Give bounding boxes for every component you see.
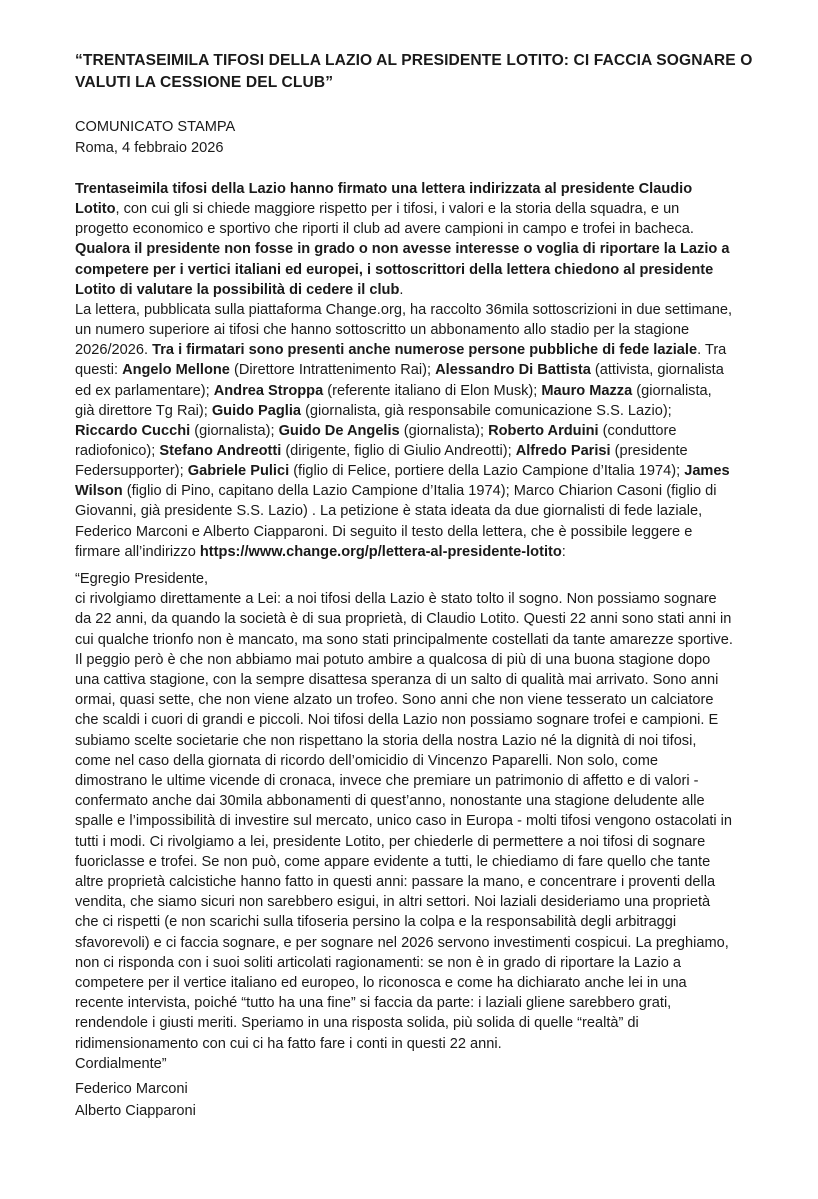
text-run: . Tra — [697, 342, 727, 359]
intro-line — [75, 522, 692, 542]
text-run: Federico Marconi e Alberto Ciapparoni. Di seguito il testo della lettera, che è possibile leggere e — [75, 523, 693, 540]
bold-text: competere per i vertici italiani ed europei, i sottoscrittori della lettera chiedono al presidente — [75, 261, 714, 278]
letter-line: che scaldi i cuori di grandi e piccoli. Noi tifosi della Lazio non possiamo sognare trofei e campioni. E — [75, 712, 719, 729]
letter-line: come nel caso della giornata di ricordo dell’omicidio di Vincenzo Paparelli. Non solo, come — [75, 752, 658, 769]
bold-text: Alfredo Parisi — [515, 442, 611, 459]
letter-line: dimostrano le ultime vicende di cronaca, invece che premiare un patrimonio di affetto e di valori - — [75, 773, 699, 789]
letter-line: subiamo scelte societarie che non rispettano la storia della nostra Lazio né la dignità di noi tifosi, — [75, 732, 697, 749]
text-run: 2026/2026. — [75, 342, 153, 359]
text-run: (giornalista, — [632, 382, 712, 399]
text-run: . — [399, 281, 404, 298]
press-release-title-line-1: “TRENTASEIMILA TIFOSI DELLA LAZIO AL PRESIDENTE LOTITO: CI FACCIA SOGNARE O — [75, 52, 753, 69]
text-run: : — [561, 543, 566, 560]
text-run: (Direttore Intrattenimento Rai); — [229, 362, 436, 379]
intro-line — [75, 199, 679, 219]
intro-line — [75, 421, 677, 441]
text-run: (attivista, giornalista — [590, 362, 724, 379]
text-run: (dirigente, figlio di Giulio Andreotti); — [281, 442, 516, 459]
press-release-label: COMUNICATO STAMPA — [75, 119, 236, 135]
text-run: questi: — [75, 362, 123, 379]
text-run: firmare all’indirizzo — [75, 543, 200, 560]
text-run: Giovanni, già presidente S.S. Lazio) . La petizione è stata ideata da due giornalisti di fede laziale, — [75, 503, 703, 520]
text-run: (presidente — [610, 442, 688, 459]
text-run: (referente italiano di Elon Musk); — [323, 382, 542, 399]
text-run: (conduttore — [598, 422, 677, 439]
text-run: (giornalista); — [190, 422, 279, 439]
text-run: un numero superiore ai tifosi che hanno sottoscritto un abbonamento allo stadio per la stagione — [75, 322, 690, 339]
text-run: , con cui gli si chiede maggiore rispetto per i tifosi, i valori e la storia della squadra, e un — [115, 201, 680, 218]
bold-text: Roberto Arduini — [488, 422, 599, 439]
text-run: (figlio di Felice, portiere della Lazio Campione d’Italia 1974); — [289, 463, 685, 480]
intro-line — [75, 300, 732, 320]
letter-line: fuoriclasse e trofei. Se non può, come appare evidente a tutti, le chiediamo di fare quello che tante — [75, 853, 711, 870]
text-run: Federsupporter); — [75, 463, 188, 480]
letter-line: recente intervista, poiché “tutto ha una fine” si faccia da parte: i laziali gliene sarebbero grati, — [75, 995, 672, 1012]
signature-1: Federico Marconi — [75, 1081, 188, 1097]
letter-line: ridimensionamento con cui ci ha fatto fare i conti in questi 22 anni. — [75, 1035, 502, 1052]
letter-line: competere per il vertice italiano ed europeo, lo riconosca e come ha dichiarato anche lei in una — [75, 975, 687, 991]
letter-line: da 22 anni, da quando la società è di sua proprietà, di Claudio Lotito. Questi 22 anni sono stati anni in — [75, 611, 732, 628]
intro-line — [75, 260, 713, 280]
letter-line: ormai, quasi sette, che non viene alzato un trofeo. Sono anni che non viene tesserato un calciatore — [75, 692, 714, 709]
bold-text: Gabriele Pulici — [187, 463, 290, 480]
letter-line: Cordialmente” — [75, 1055, 167, 1072]
letter-line: una cattiva stagione, con la sempre disattesa speranza di un salto di qualità mai arrivato. Sono anni — [75, 672, 719, 688]
intro-line — [75, 542, 566, 562]
letter-line: non ci risponda con i suoi soliti articolati ragionamenti: se non è in grado di riportare la Lazio a — [75, 954, 681, 971]
intro-line — [75, 461, 730, 481]
text-run: (giornalista, già responsabile comunicazione S.S. Lazio); — [301, 402, 672, 419]
bold-text: Alessandro Di Battista — [435, 362, 591, 379]
letter-line: ci rivolgiamo direttamente a Lei: a noi tifosi della Lazio è stato tolto il sogno. Non possiamo sognare — [75, 591, 717, 608]
letter-line: cui qualche trionfo non è mancato, ma sono stati principalmente costellati da tante amarezze sportive. — [75, 631, 733, 648]
intro-line — [75, 501, 702, 521]
press-release-title-line-2: VALUTI LA CESSIONE DEL CLUB” — [75, 74, 334, 91]
intro-line — [75, 381, 712, 401]
letter-line: sfavorevoli) e ci faccia sognare, e per sognare nel 2026 servono investimenti cospicui. La preghiamo, — [75, 934, 729, 951]
bold-text: Riccardo Cucchi — [75, 422, 191, 439]
bold-text: Stefano Andreotti — [159, 442, 282, 459]
text-run: ed ex parlamentare); — [75, 382, 214, 399]
intro-line — [75, 179, 692, 199]
intro-line — [75, 219, 694, 239]
bold-text: Qualora il presidente non fosse in grado o non avesse interesse o voglia di riportare la Lazio a — [75, 241, 730, 258]
letter-line: spalle e l’impossibilità di investire sul mercato, unico caso in Europa - molti tifosi vengono ostacolati in — [75, 813, 733, 830]
intro-line — [75, 320, 689, 340]
letter-line: tutti i modi. Ci rivolgiamo a lei, presidente Lotito, per chiederle di permettere a noi tifosi di sognare — [75, 833, 706, 850]
bold-text: James — [684, 463, 730, 480]
bold-text: Tra i firmatari sono presenti anche numerose persone pubbliche di fede laziale — [152, 342, 698, 359]
bold-text: Angelo Mellone — [122, 362, 230, 379]
text-run: La lettera, pubblicata sulla piattaforma Change.org, ha raccolto 36mila sottoscrizioni in due settimane, — [75, 301, 733, 318]
letter-line: confermato anche dai 30mila abbonamenti di quest’anno, nonostante una stagione deludente alle — [75, 793, 705, 810]
bold-text: Lotito di valutare la possibilità di cedere il club — [75, 281, 400, 298]
intro-line — [75, 239, 729, 259]
intro-line — [75, 441, 688, 461]
letter-line: altre proprietà calcistiche hanno fatto in questi anni: passare la mano, e concentrare i proventi della — [75, 874, 716, 890]
bold-text: Guido De Angelis — [278, 422, 400, 439]
place-and-date: Roma, 4 febbraio 2026 — [75, 140, 224, 156]
intro-line — [75, 401, 672, 421]
bold-text: Wilson — [75, 483, 123, 500]
letter-line: rendendole i giusti meriti. Speriamo in una risposta solida, più solida di quelle “realtà” di — [75, 1015, 639, 1032]
bold-text: Lotito — [75, 201, 116, 218]
intro-line — [75, 481, 717, 501]
text-run: progetto economico e sportivo che riporti il club ad avere campioni in campo e trofei in bacheca. — [75, 221, 694, 238]
letter-line: che ci rispetti (e non scarichi sulla tifoseria persino la colpa e la responsabilità degli arbitraggi — [75, 914, 677, 931]
text-run: radiofonico); — [75, 442, 160, 459]
intro-line — [75, 280, 403, 300]
text-run: (giornalista); — [399, 422, 489, 439]
letter-line: Il peggio però è che non abbiamo mai potuto ambire a qualcosa di più di una buona stagione dopo — [75, 651, 711, 668]
bold-text: Andrea Stroppa — [213, 382, 324, 399]
intro-line — [75, 360, 724, 380]
text-run: (figlio di Pino, capitano della Lazio Campione d’Italia 1974); Marco Chiarion Casoni (figlio di — [122, 483, 717, 500]
text-run: già direttore Tg Rai); — [75, 402, 212, 419]
bold-text: https://www.change.org/p/lettera-al-presidente-lotito — [199, 543, 562, 560]
intro-line — [75, 340, 726, 360]
signature-2: Alberto Ciapparoni — [75, 1103, 196, 1119]
bold-text: Trentaseimila tifosi della Lazio hanno firmato una lettera indirizzata al presidente Claudio — [75, 181, 693, 197]
letter-line: vendita, che siamo sicuri non sarebbero esigui, in altri settori. Noi laziali desideriamo una proprietà — [75, 894, 711, 911]
letter-line: “Egregio Presidente, — [75, 571, 209, 587]
bold-text: Guido Paglia — [211, 402, 302, 419]
bold-text: Mauro Mazza — [541, 382, 633, 399]
